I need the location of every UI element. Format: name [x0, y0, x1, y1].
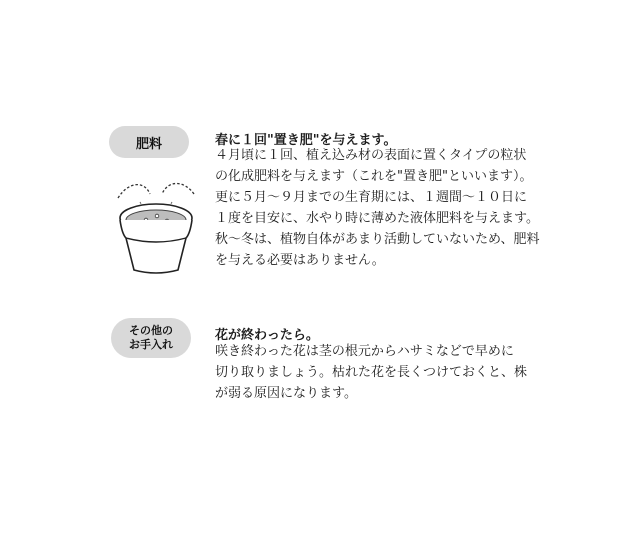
other-care-badge-line: お手入れ: [129, 338, 173, 351]
other-care-badge: [111, 318, 191, 358]
fertilizer-badge: [109, 126, 189, 158]
body-line: 秋～冬は、植物自体があまり活動していないため、肥料: [215, 232, 540, 247]
body-line: 咲き終わった花は茎の根元からハサミなどで早めに: [215, 344, 514, 359]
body-line: １度を目安に、水やり時に薄めた液体肥料を与えます。: [215, 211, 539, 226]
fertilizer-title: 春に１回"置き肥"を与えます。: [215, 133, 397, 148]
other-care-title: 花が終わったら。: [215, 328, 319, 343]
body-line: を与える必要はありません。: [215, 253, 385, 268]
body-line: 更に５月～９月までの生育期には、１週間～１０日に: [215, 190, 528, 205]
body-line: ４月頃に１回、植え込み材の表面に置くタイプの粒状: [215, 148, 527, 163]
flower-pot-with-fertilizer-icon: [110, 172, 202, 280]
body-line: 切り取りましょう。枯れた花を長くつけておくと、株: [215, 365, 528, 380]
body-line: が弱る原因になります。: [215, 386, 357, 401]
fertilizer-body: [215, 145, 539, 271]
other-care-body: [215, 341, 527, 404]
body-line: の化成肥料を与えます（これを"置き肥"といいます）。: [215, 169, 533, 184]
other-care-badge-line: その他の: [129, 324, 173, 337]
fertilizer-badge-label: 肥料: [135, 136, 162, 152]
